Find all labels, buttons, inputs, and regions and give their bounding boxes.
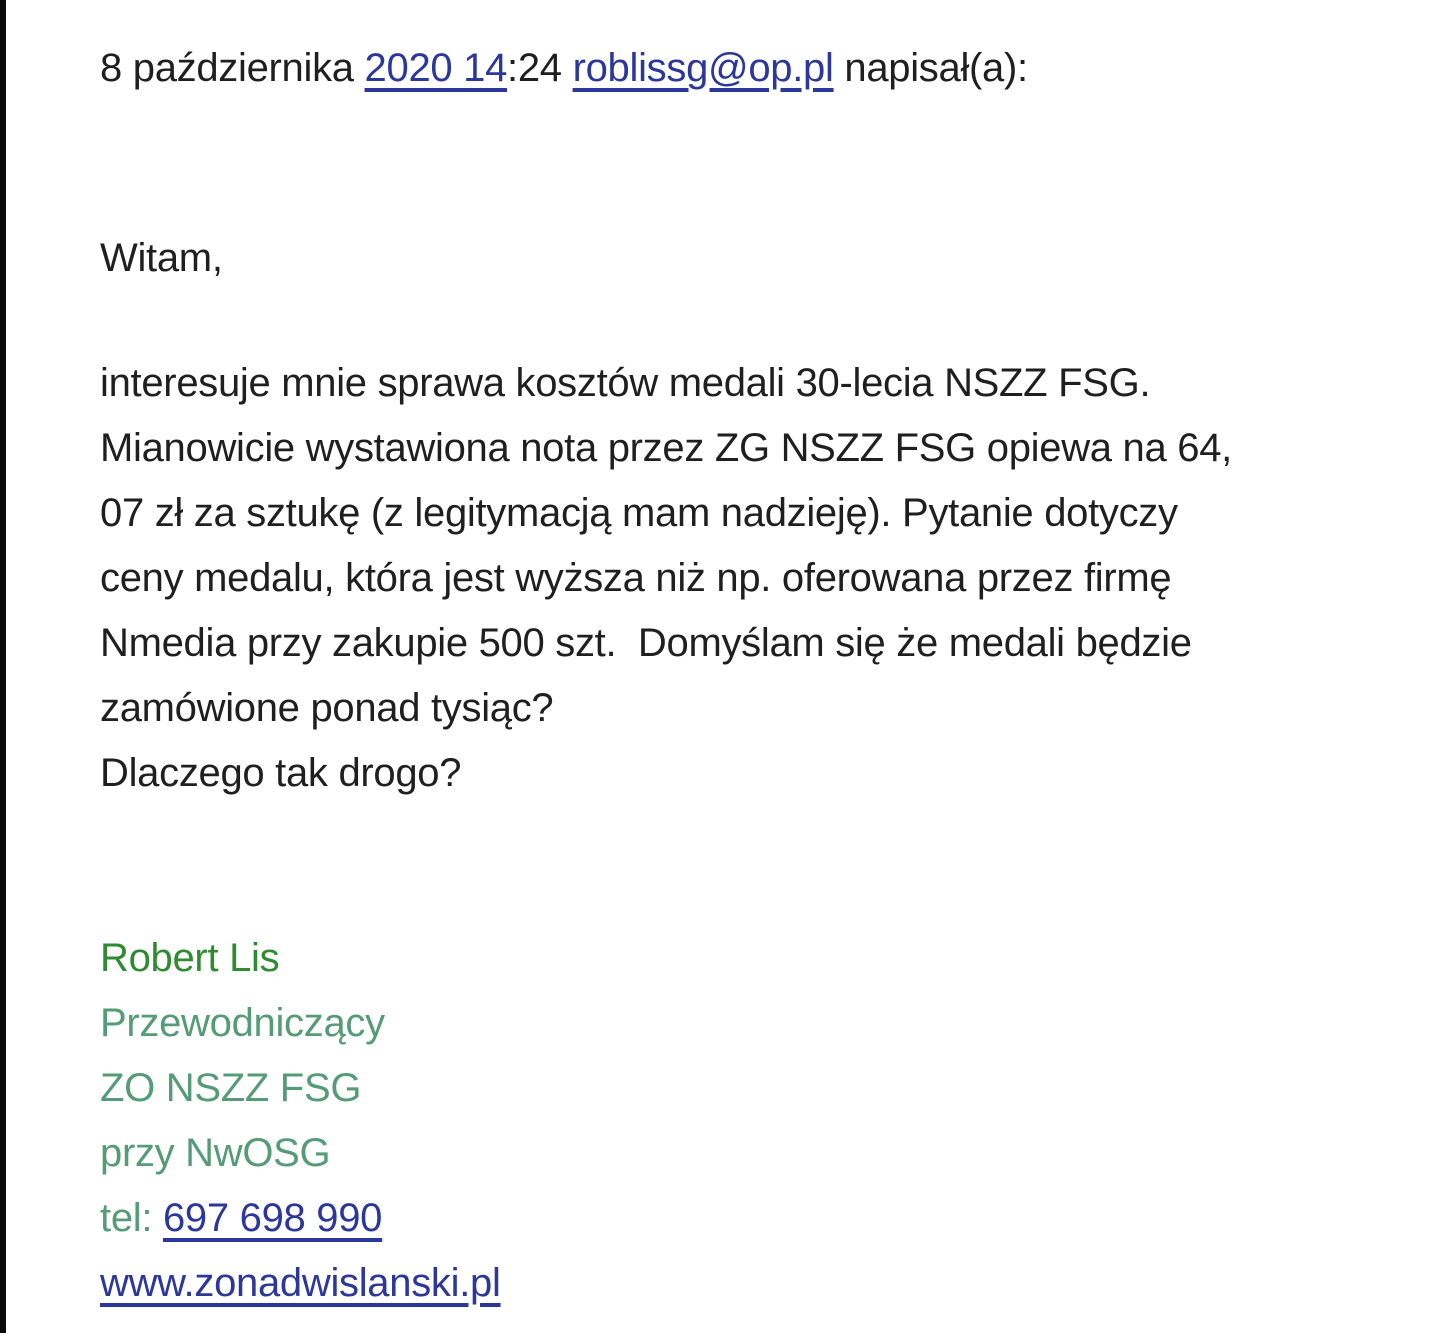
signature-website-line <box>100 1251 1400 1316</box>
signature-phone-line <box>100 1186 1400 1251</box>
body-line: Mianowicie wystawiona nota przez ZG NSZZ FSG opiewa na 64, <box>100 426 1232 470</box>
phone-label: tel: <box>100 1196 163 1240</box>
left-edge-bar <box>0 0 6 1333</box>
body-line: ceny medalu, która jest wyższa niż np. oferowana przez firmę <box>100 556 1172 600</box>
signature-name: Robert Lis <box>100 936 280 980</box>
signature-title: Przewodniczący <box>100 1001 385 1045</box>
body-line: 07 zł za sztukę (z legitymacją mam nadzieję). Pytanie dotyczy <box>100 491 1178 535</box>
quote-suffix: napisał(a): <box>833 46 1028 90</box>
quote-date-link[interactable]: 2020 14 <box>364 46 508 90</box>
email-body <box>100 351 1400 806</box>
body-line: zamówione ponad tysiąc? <box>100 686 554 730</box>
quote-time-text: :24 <box>507 46 573 90</box>
body-line: Nmedia przy zakupie 500 szt. Domyślam się że medali będzie <box>100 621 1192 665</box>
quote-date-prefix: 8 października <box>100 46 365 90</box>
email-signature <box>100 926 1400 1316</box>
signature-org-line: przy NwOSG <box>100 1131 331 1175</box>
sender-email-link[interactable]: roblissg@op.pl <box>572 46 834 90</box>
website-link[interactable]: www.zonadwislanski.pl <box>100 1261 501 1305</box>
body-line: Dlaczego tak drogo? <box>100 751 462 795</box>
phone-number-link[interactable]: 697 698 990 <box>162 1196 383 1240</box>
quoted-message-header <box>100 36 1400 101</box>
body-line: interesuje mnie sprawa kosztów medali 30-lecia NSZZ FSG. <box>100 361 1151 405</box>
greeting-text: Witam, <box>100 236 223 280</box>
signature-org-line: ZO NSZZ FSG <box>100 1066 362 1110</box>
